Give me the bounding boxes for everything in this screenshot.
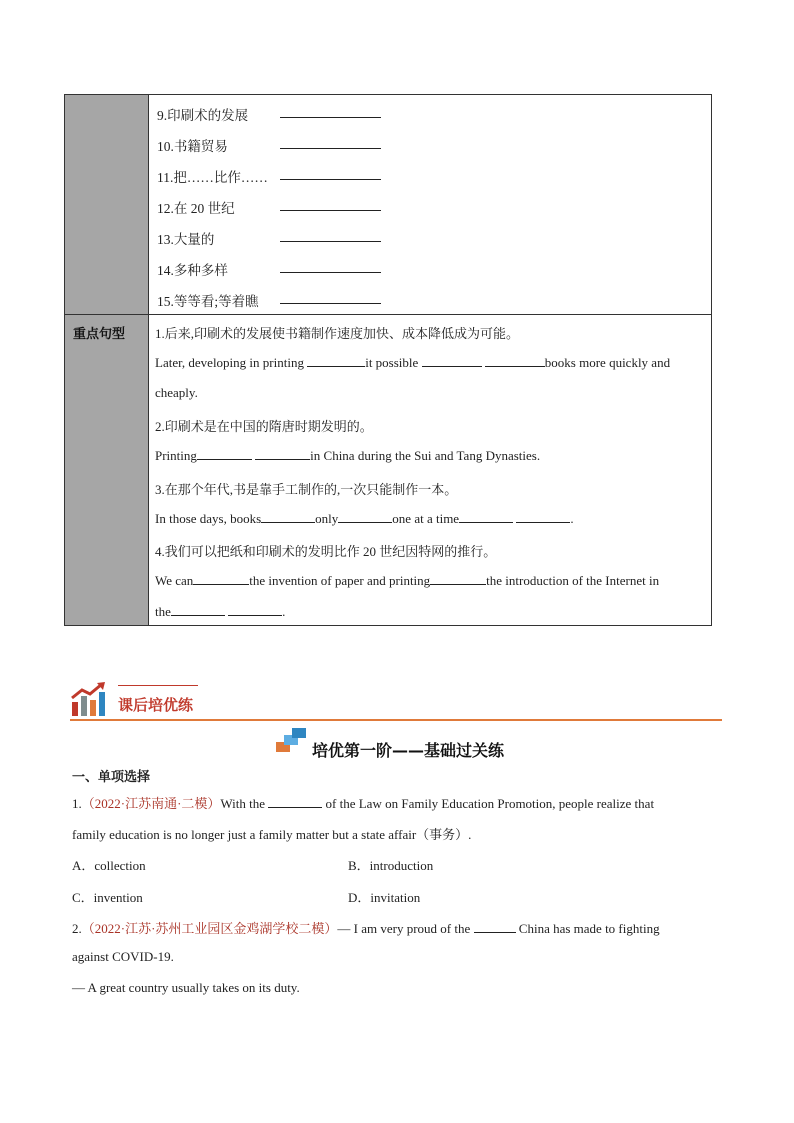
blank[interactable]: [261, 510, 315, 523]
sentence-en: We can the invention of paper and printing the introduction of the Internet in: [155, 573, 660, 588]
vocab-item: 10.书籍贸易: [157, 139, 228, 154]
question-2: 2.（2022·江苏·苏州工业园区金鸡湖学校二模）— I am very proud of the China has made to fighting: [72, 921, 660, 936]
vocab-item: 15.等等看;等着瞧: [157, 294, 259, 309]
answer-line[interactable]: [280, 241, 381, 242]
answer-line[interactable]: [280, 272, 381, 273]
vocab-item: 13.大量的: [157, 232, 215, 247]
growth-chart-icon: [70, 682, 108, 723]
part-title: 一、单项选择: [72, 770, 151, 785]
vocab-item: 11.把……比作……: [157, 170, 268, 185]
table-divider: [65, 314, 711, 315]
option-c[interactable]: C．invention: [72, 890, 143, 905]
section-label: 重点句型: [73, 327, 126, 342]
vocab-item: 14.多种多样: [157, 263, 228, 278]
vocab-item: 9.印刷术的发展: [157, 108, 249, 123]
blank[interactable]: [307, 354, 365, 367]
blank[interactable]: [485, 354, 545, 367]
answer-line[interactable]: [280, 148, 381, 149]
question-2-cont: against COVID-19.: [72, 949, 174, 964]
sentence-cn: 2.印刷术是在中国的隋唐时期发明的。: [155, 419, 373, 434]
review-table: [64, 94, 712, 626]
answer-line[interactable]: [280, 210, 381, 211]
sentence-en: cheaply.: [155, 385, 198, 400]
answer-line[interactable]: [280, 303, 381, 304]
question-2-response: — A great country usually takes on its duty.: [72, 980, 300, 995]
blank[interactable]: [268, 795, 322, 808]
blank[interactable]: [228, 603, 282, 616]
sentence-en: Later, developing in printing it possible books more quickly and: [155, 355, 671, 370]
section-rule: [70, 719, 722, 721]
blank[interactable]: [197, 447, 252, 460]
option-b[interactable]: B．introduction: [348, 858, 434, 873]
answer-line[interactable]: [280, 179, 381, 180]
sentence-en: the .: [155, 604, 286, 619]
sentence-cn: 3.在那个年代,书是靠手工制作的,一次只能制作一本。: [155, 482, 458, 497]
stairs-icon: [274, 728, 308, 759]
blank[interactable]: [430, 572, 486, 585]
stage-title: 培优第一阶——基础过关练: [312, 741, 505, 760]
blank[interactable]: [338, 510, 392, 523]
vocab-item: 12.在 20 世纪: [157, 201, 235, 216]
sentence-en: Printing in China during the Sui and Tang Dynasties.: [155, 448, 541, 463]
heading-accent-line: [118, 685, 198, 686]
sentence-en: In those days, books only one at a time .: [155, 511, 574, 526]
option-a[interactable]: A．collection: [72, 858, 146, 873]
blank[interactable]: [474, 920, 516, 933]
blank[interactable]: [422, 354, 482, 367]
blank[interactable]: [171, 603, 225, 616]
blank[interactable]: [193, 572, 249, 585]
blank[interactable]: [516, 510, 570, 523]
question-1: 1.（2022·江苏南通·二模）With the of the Law on Family Education Promotion, people realize that: [72, 796, 655, 811]
question-1-cont: family education is no longer just a family matter but a state affair（事务）.: [72, 827, 472, 842]
blank[interactable]: [459, 510, 513, 523]
sentence-cn: 4.我们可以把纸和印刷术的发明比作 20 世纪因特网的推行。: [155, 544, 497, 559]
section-title: 课后培优练: [118, 696, 194, 714]
option-d[interactable]: D．invitation: [348, 890, 421, 905]
sentence-cn: 1.后来,印刷术的发展使书籍制作速度加快、成本降低成为可能。: [155, 326, 520, 341]
answer-line[interactable]: [280, 117, 381, 118]
table-label-column: [65, 95, 149, 625]
blank[interactable]: [255, 447, 310, 460]
